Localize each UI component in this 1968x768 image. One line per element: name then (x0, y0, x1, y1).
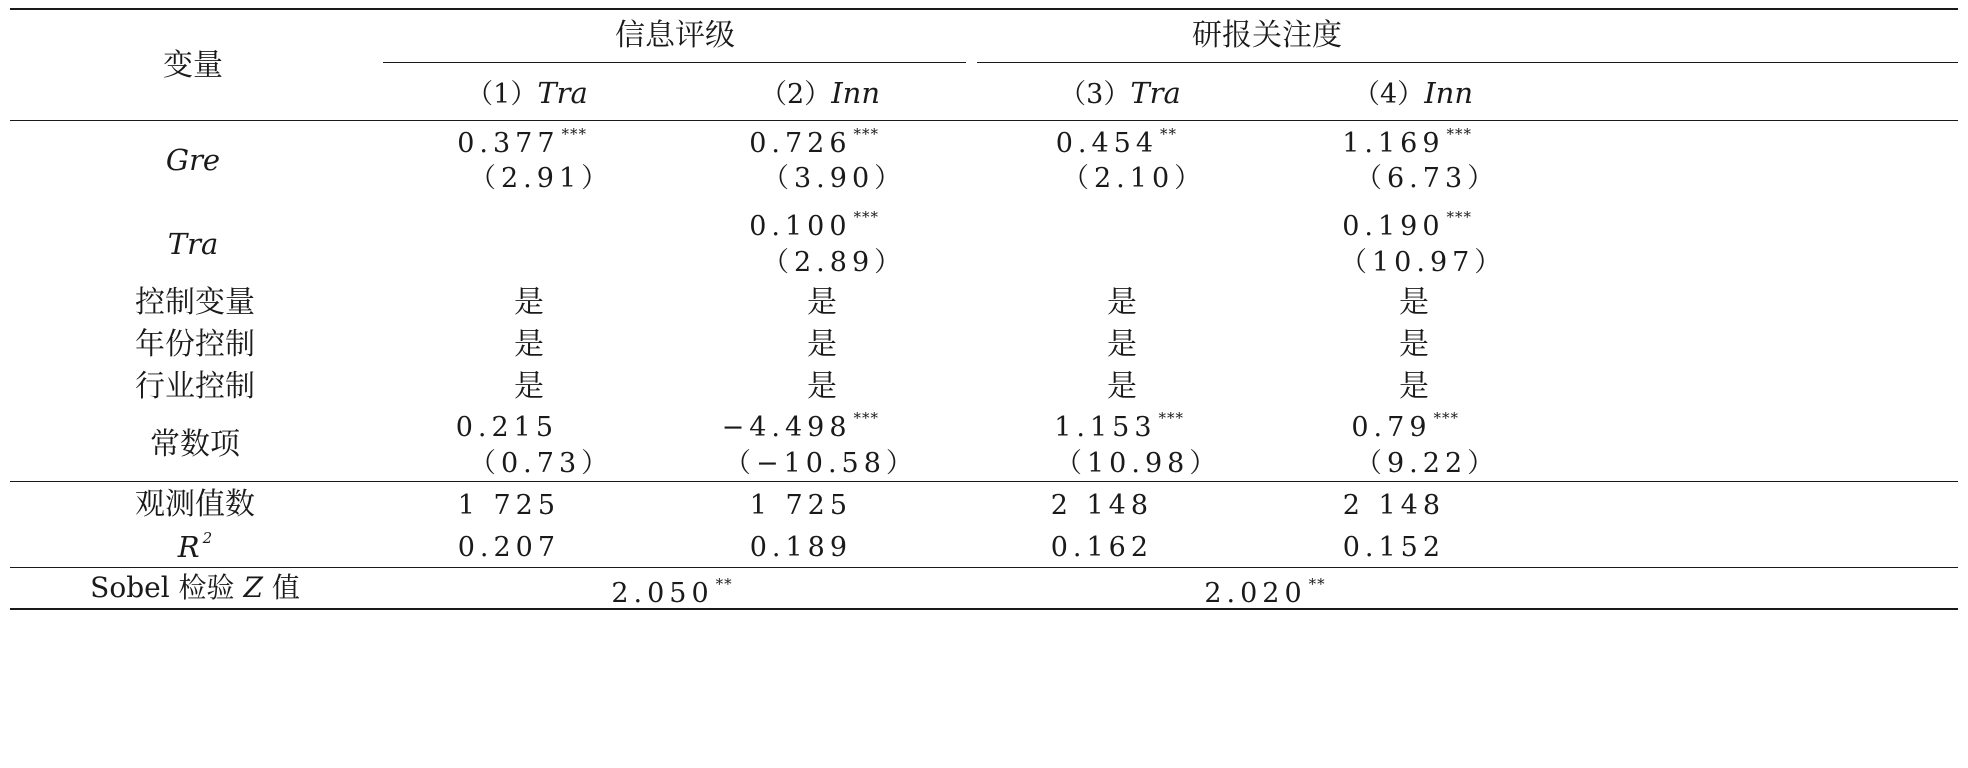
r2-3: 0.162 (1050, 532, 1153, 563)
gre-coef-3: 0.454 ** (1055, 125, 1177, 159)
gre-coef-4: 1.169 *** (1342, 125, 1472, 159)
gre-coef-1: 0.377 *** (457, 125, 587, 159)
industry-control-3: 是 (1107, 369, 1137, 404)
column-header-4: （4）Inn (1353, 76, 1473, 110)
row-label-control-vars: 控制变量 (135, 285, 255, 320)
row-label-year-control: 年份控制 (135, 327, 255, 362)
control-vars-4: 是 (1399, 285, 1429, 320)
observations-1: 1 725 (457, 490, 560, 521)
r2-1: 0.207 (457, 532, 560, 563)
row-label-r2: R $^2$ (177, 529, 213, 564)
gre-coef-2: 0.726 *** (749, 125, 879, 159)
row-label-industry-control: 行业控制 (135, 369, 255, 404)
table-bottom-rule (10, 608, 1958, 610)
column-header-2: （2）Inn (760, 76, 880, 110)
tra-t-2: （2.89） (762, 247, 907, 278)
constant-t-2: （−10.58） (724, 448, 918, 479)
year-control-4: 是 (1399, 327, 1429, 362)
tra-t-4: （10.97） (1340, 247, 1507, 278)
header-bottom-rule (10, 120, 1958, 121)
constant-t-3: （10.98） (1055, 448, 1222, 479)
gre-t-4: （6.73） (1355, 163, 1500, 194)
control-vars-2: 是 (807, 285, 837, 320)
tra-coef-2: 0.100 *** (749, 208, 879, 242)
row-label-tra: Tra (167, 227, 219, 261)
gre-t-1: （2.91） (469, 163, 614, 194)
constant-t-4: （9.22） (1355, 448, 1500, 479)
control-vars-3: 是 (1107, 285, 1137, 320)
r2-2: 0.189 (749, 532, 852, 563)
header-group2-title: 研报关注度 (1192, 18, 1342, 53)
observations-2: 1 725 (749, 490, 852, 521)
constant-coef-1: 0.215 (455, 412, 558, 443)
row-label-constant: 常数项 (150, 427, 240, 462)
header-variable-label: 变量 (163, 48, 223, 83)
stats-bottom-rule (10, 567, 1958, 568)
year-control-3: 是 (1107, 327, 1137, 362)
column-header-3: （3）Tra (1059, 76, 1181, 110)
tra-coef-4: 0.190 *** (1342, 208, 1472, 242)
body-bottom-rule (10, 481, 1958, 482)
industry-control-1: 是 (514, 369, 544, 404)
group2-underline (977, 62, 1958, 63)
constant-coef-3: 1.153 *** (1054, 409, 1184, 443)
header-group1-title: 信息评级 (615, 18, 735, 53)
row-label-observations: 观测值数 (135, 487, 255, 522)
group1-underline (383, 62, 966, 63)
control-vars-1: 是 (514, 285, 544, 320)
industry-control-4: 是 (1399, 369, 1429, 404)
constant-coef-2: −4.498 *** (721, 409, 879, 443)
industry-control-2: 是 (807, 369, 837, 404)
constant-coef-4: 0.79 *** (1351, 409, 1459, 443)
year-control-1: 是 (514, 327, 544, 362)
constant-t-1: （0.73） (469, 448, 614, 479)
r2-4: 0.152 (1342, 532, 1445, 563)
year-control-2: 是 (807, 327, 837, 362)
row-label-sobel: Sobel 检验 Z 值 (90, 571, 300, 604)
gre-t-2: （3.90） (762, 163, 907, 194)
observations-4: 2 148 (1342, 490, 1445, 521)
row-label-gre: Gre (165, 143, 221, 177)
sobel-value-1: 2.050 ** (611, 575, 733, 609)
gre-t-3: （2.10） (1062, 163, 1207, 194)
sobel-value-2: 2.020 ** (1204, 575, 1326, 609)
top-rule (10, 8, 1958, 10)
column-header-1: （1）Tra (466, 76, 588, 110)
observations-3: 2 148 (1050, 490, 1153, 521)
